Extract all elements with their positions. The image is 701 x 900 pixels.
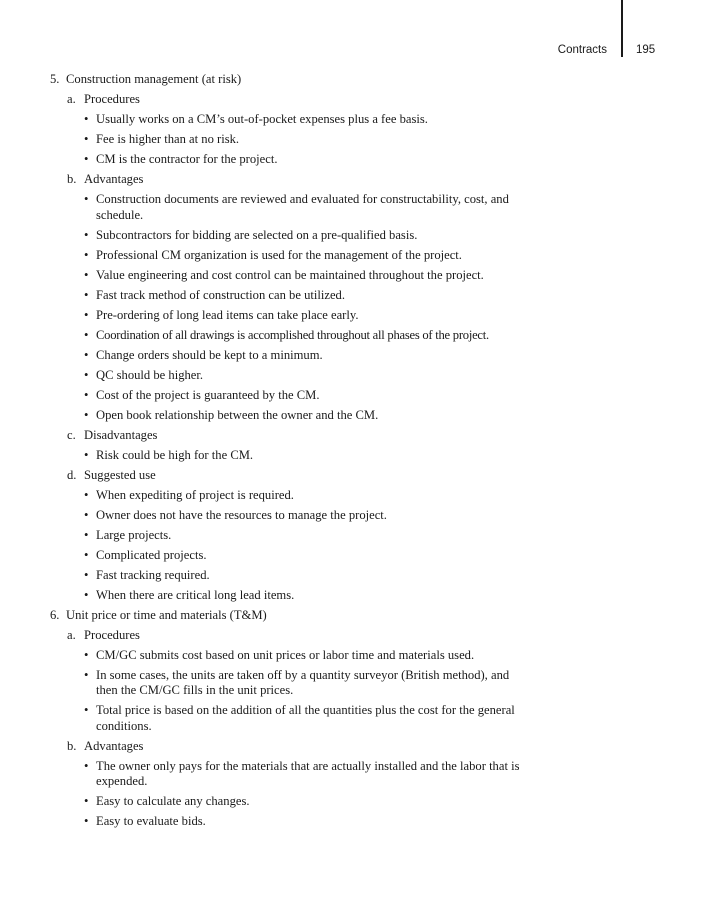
bullet-icon: • (84, 527, 89, 542)
list-item-text: Fee is higher than at no risk. (96, 132, 240, 146)
list-item (50, 759, 530, 790)
bullet-icon: • (84, 814, 89, 828)
bullet-icon: • (84, 647, 89, 662)
list-item (50, 488, 530, 504)
bullet-icon: • (84, 487, 89, 502)
bullet-icon: • (84, 567, 89, 582)
list-item (50, 548, 530, 564)
bullet-icon: • (84, 447, 89, 462)
bullet-icon: • (84, 507, 89, 522)
list-item-text: In some cases, the units are taken off by a quantity surveyor (British method), and then the CM/GC fills in the unit prices. (96, 667, 510, 697)
list-item (50, 308, 530, 324)
subsection-title: Advantages (84, 738, 144, 753)
bullet-icon: • (84, 227, 89, 242)
list-item-text: Large projects. (96, 527, 172, 542)
bullet-icon: • (84, 794, 89, 808)
list-item-text: Complicated projects. (96, 547, 207, 562)
subsection-title: Procedures (84, 627, 140, 642)
list-item-text: The owner only pays for the materials that are actually installed and the labor that is expended. (96, 758, 520, 788)
list-item-text: Risk could be high for the CM. (96, 447, 254, 462)
list-item-text: Value engineering and cost control can be maintained throughout the project. (96, 267, 484, 282)
bullet-icon: • (84, 267, 89, 282)
bullet-icon: • (84, 547, 89, 562)
bullet-icon: • (84, 152, 89, 166)
bullet-icon: • (84, 758, 89, 773)
subsection-letter: a. (67, 92, 76, 106)
section-title: Construction management (at risk) (66, 72, 242, 86)
bullet-icon: • (84, 247, 89, 262)
list-item-text: Change orders should be kept to a minimum. (96, 347, 323, 362)
bullet-icon: • (84, 387, 89, 402)
subsection-heading (50, 428, 530, 444)
running-title: Contracts (557, 44, 607, 56)
list-item-text: Cost of the project is guaranteed by the CM. (96, 387, 320, 402)
bullet-icon: • (84, 192, 89, 206)
subsection-letter: b. (67, 738, 77, 753)
subsection-heading (50, 172, 530, 188)
list-item-text: Usually works on a CM’s out-of-pocket expenses plus a fee basis. (96, 112, 428, 126)
list-item (50, 388, 530, 404)
list-item (50, 588, 530, 604)
bullet-icon: • (84, 287, 89, 302)
bullet-icon: • (84, 667, 89, 682)
section-number: 6. (50, 607, 60, 622)
page-number: 195 (636, 44, 656, 56)
subsection-heading (50, 92, 530, 108)
subsection-letter: a. (67, 627, 76, 642)
subsection-title: Suggested use (84, 467, 156, 482)
subsection-letter: d. (67, 467, 77, 482)
list-item-text: CM is the contractor for the project. (96, 152, 278, 166)
list-item (50, 192, 530, 223)
list-item (50, 152, 530, 168)
list-item (50, 668, 530, 699)
subsection-title: Disadvantages (84, 427, 158, 442)
list-item-text: Fast tracking required. (96, 567, 210, 582)
list-item (50, 132, 530, 148)
list-item (50, 288, 530, 304)
list-item-text: Construction documents are reviewed and evaluated for constructability, cost, and schedule. (96, 192, 509, 222)
bullet-icon: • (84, 367, 89, 382)
subsection-letter: b. (67, 172, 77, 186)
list-item-text: Owner does not have the resources to manage the project. (96, 507, 387, 522)
page-body (50, 72, 530, 830)
list-item-text: Professional CM organization is used for the management of the project. (96, 247, 462, 262)
subsection-heading (50, 628, 530, 644)
list-item (50, 528, 530, 544)
list-item-text: Easy to evaluate bids. (96, 814, 206, 828)
list-item (50, 228, 530, 244)
section-5-heading (50, 72, 530, 88)
list-item (50, 508, 530, 524)
list-item (50, 268, 530, 284)
bullet-icon: • (84, 703, 89, 717)
list-item (50, 703, 530, 734)
bullet-icon: • (84, 307, 89, 322)
bullet-icon: • (84, 132, 89, 146)
subsection-heading (50, 468, 530, 484)
list-item (50, 794, 530, 810)
subsection-title: Procedures (84, 92, 140, 106)
list-item-text: Fast track method of construction can be utilized. (96, 287, 346, 302)
list-item (50, 408, 530, 424)
bullet-icon: • (84, 327, 89, 342)
list-item (50, 814, 530, 830)
list-item (50, 568, 530, 584)
list-item-text: When expediting of project is required. (96, 487, 294, 502)
bullet-icon: • (84, 587, 89, 602)
page-header (0, 0, 701, 60)
list-item-text: When there are critical long lead items. (96, 587, 295, 602)
list-item (50, 248, 530, 264)
header-divider (621, 0, 623, 57)
subsection-heading (50, 739, 530, 755)
bullet-icon: • (84, 407, 89, 422)
list-item (50, 112, 530, 128)
list-item (50, 328, 530, 344)
list-item (50, 648, 530, 664)
list-item-text: Total price is based on the addition of all the quantities plus the cost for the general conditions. (96, 703, 515, 733)
section-number: 5. (50, 72, 60, 86)
list-item-text: Easy to calculate any changes. (96, 794, 250, 808)
list-item-text: CM/GC submits cost based on unit prices or labor time and materials used. (96, 647, 475, 662)
section-title: Unit price or time and materials (T&M) (66, 607, 267, 622)
list-item-text: Pre-ordering of long lead items can take place early. (96, 307, 359, 322)
list-item-text: Open book relationship between the owner and the CM. (96, 407, 379, 422)
list-item-text: QC should be higher. (96, 367, 204, 382)
list-item (50, 448, 530, 464)
section-6-heading (50, 608, 530, 624)
list-item (50, 348, 530, 364)
subsection-title: Advantages (84, 172, 144, 186)
list-item (50, 368, 530, 384)
bullet-icon: • (84, 112, 89, 126)
subsection-letter: c. (67, 427, 76, 442)
bullet-icon: • (84, 347, 89, 362)
list-item-text: Subcontractors for bidding are selected on a pre-qualified basis. (96, 227, 418, 242)
list-item-text: Coordination of all drawings is accomplished throughout all phases of the project. (96, 327, 489, 342)
